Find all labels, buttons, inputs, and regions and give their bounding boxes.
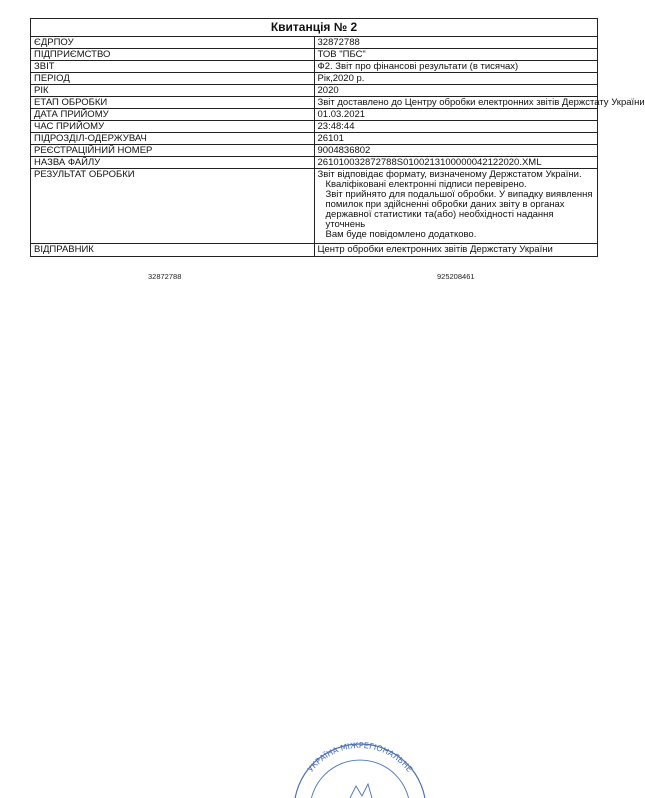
row-label: ПІДРОЗДІЛ-ОДЕРЖУВАЧ (31, 133, 315, 145)
row-label: ПІДПРИЄМСТВО (31, 49, 315, 61)
row-value: Звіт доставлено до Центру обробки електронних звітів Держстату України (314, 97, 598, 109)
row-value: 9004836802 (314, 145, 598, 157)
result-line: державної статистики та(або) необхідності надання уточнень (325, 209, 554, 230)
row-label: ВІДПРАВНИК (31, 244, 315, 257)
result-line: Вам буде повідомлено додатково. (325, 229, 477, 240)
row-processing-result (31, 169, 598, 244)
row-receive-date (31, 109, 598, 121)
row-period (31, 73, 598, 85)
receipt-table (30, 18, 645, 257)
row-label: ЕТАП ОБРОБКИ (31, 97, 315, 109)
row-label: РЕЄСТРАЦІЙНИЙ НОМЕР (31, 145, 315, 157)
row-registration-number (31, 145, 598, 157)
stamp-text: УКРАЇНА МІЖРЕГІОНАЛЬНЕ (305, 740, 415, 774)
official-stamp (290, 738, 430, 798)
footer-left-number: 32872788 (148, 272, 182, 281)
row-file-name (31, 157, 598, 169)
row-value: Центр обробки електронних звітів Держстату України (314, 244, 598, 257)
processing-result-text (314, 169, 598, 244)
row-label: ПЕРІОД (31, 73, 315, 85)
row-report (31, 61, 598, 73)
row-label: НАЗВА ФАЙЛУ (31, 157, 315, 169)
row-receive-time (31, 121, 598, 133)
row-label: РІК (31, 85, 315, 97)
row-value: 261010032872788S0100213100000042122020.XML (314, 157, 598, 169)
row-label: ДАТА ПРИЙОМУ (31, 109, 315, 121)
result-line: Звіт прийнято для подальшої обробки. У випадку виявлення (325, 189, 593, 200)
row-label: РЕЗУЛЬТАТ ОБРОБКИ (31, 169, 315, 244)
row-sender (31, 244, 598, 257)
row-value: Рік,2020 р. (314, 73, 598, 85)
stamp-emblem (350, 784, 372, 798)
row-value: 32872788 (314, 37, 598, 49)
row-year (31, 85, 598, 97)
row-label: ЗВІТ (31, 61, 315, 73)
row-value: 2020 (314, 85, 598, 97)
footer-right-number: 925208461 (437, 272, 475, 281)
row-value: ТОВ "ПБС" (314, 49, 598, 61)
row-label: ЄДРПОУ (31, 37, 315, 49)
result-line: Звіт відповідає формату, визначеному Держстатом України. (317, 169, 582, 180)
row-processing-stage (31, 97, 598, 109)
row-enterprise (31, 49, 598, 61)
row-value: 23:48:44 (314, 121, 598, 133)
row-label: ЧАС ПРИЙОМУ (31, 121, 315, 133)
row-recipient-unit (31, 133, 598, 145)
row-edrpou (31, 37, 598, 49)
row-value: Ф2. Звіт про фінансові результати (в тисячах) (314, 61, 598, 73)
result-line: помилок при здійсненні обробки даних звіту в органах (325, 199, 565, 210)
result-line: Кваліфіковані електронні підписи перевірено. (325, 179, 527, 190)
receipt-title: Квитанція № 2 (31, 19, 598, 37)
row-value: 01.03.2021 (314, 109, 598, 121)
row-value: 26101 (314, 133, 598, 145)
